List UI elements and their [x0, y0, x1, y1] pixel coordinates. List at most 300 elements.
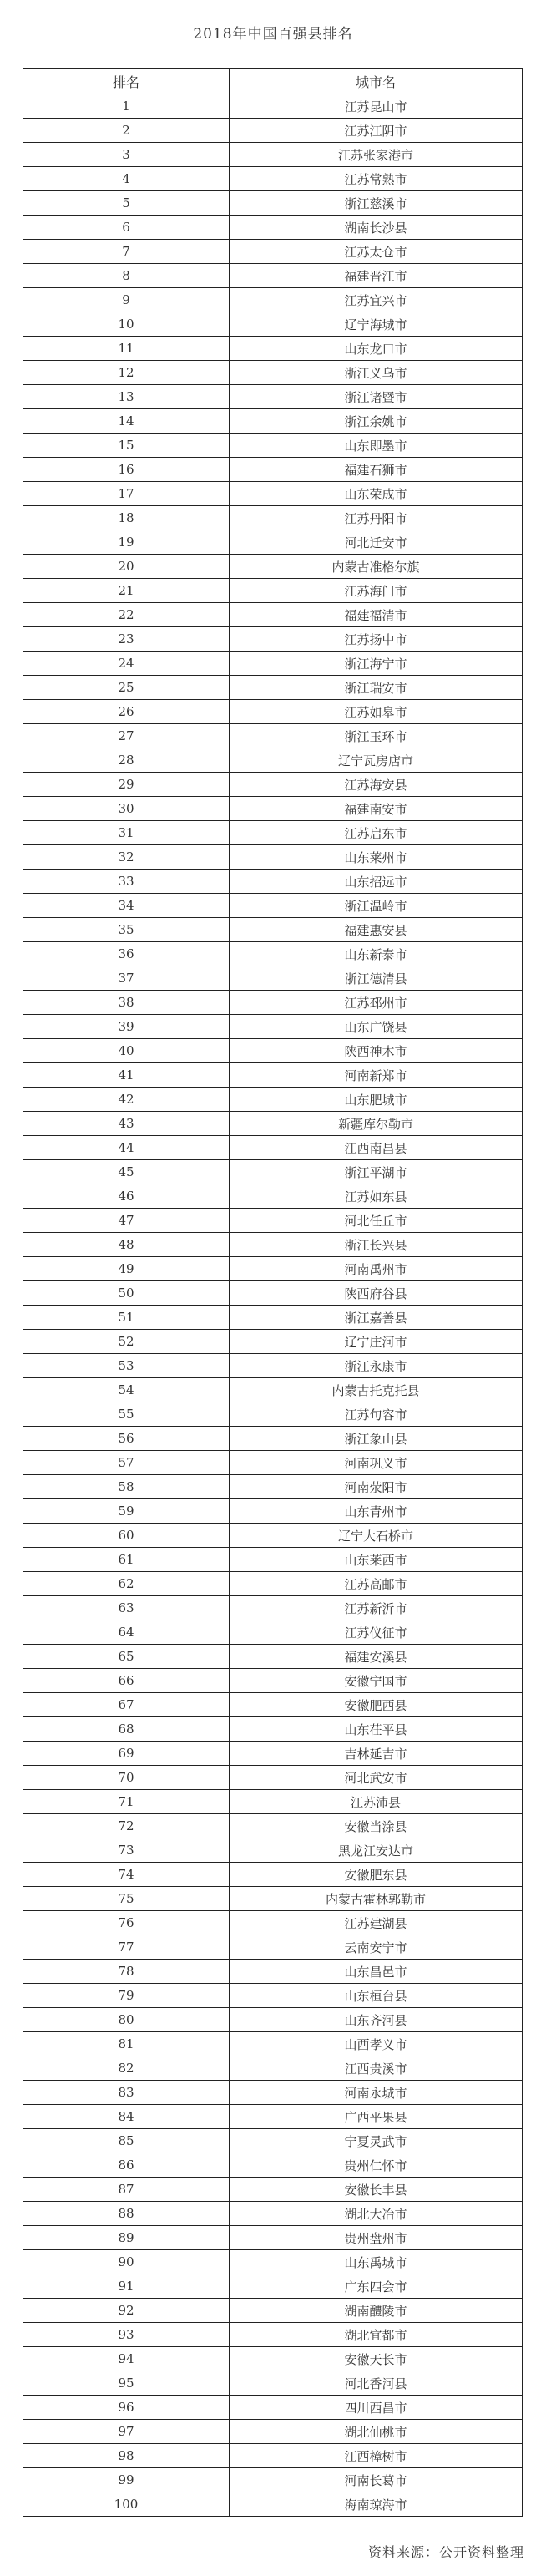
rank-cell: 39 [23, 1015, 230, 1039]
rank-cell: 55 [23, 1402, 230, 1427]
city-cell: 辽宁庄河市 [230, 1330, 523, 1354]
table-row [23, 2420, 523, 2444]
city-cell: 江苏新沂市 [230, 1596, 523, 1620]
table-row [23, 530, 523, 555]
rank-cell: 87 [23, 2178, 230, 2202]
rank-cell: 99 [23, 2468, 230, 2492]
rank-cell: 71 [23, 1790, 230, 1814]
rank-cell: 46 [23, 1184, 230, 1209]
city-cell: 福建南安市 [230, 797, 523, 821]
table-row [23, 821, 523, 845]
rank-cell: 78 [23, 1960, 230, 1984]
table-header-row [23, 69, 523, 94]
table-row [23, 2371, 523, 2396]
city-cell: 河北迁安市 [230, 530, 523, 555]
city-cell: 宁夏灵武市 [230, 2129, 523, 2153]
rank-cell: 28 [23, 748, 230, 773]
rank-cell: 69 [23, 1742, 230, 1766]
rank-cell: 83 [23, 2081, 230, 2105]
rank-cell: 54 [23, 1378, 230, 1402]
table-row [23, 555, 523, 579]
table-row [23, 797, 523, 821]
rank-cell: 26 [23, 700, 230, 724]
city-cell: 内蒙古托克托县 [230, 1378, 523, 1402]
rank-cell: 50 [23, 1281, 230, 1306]
city-cell: 河北香河县 [230, 2371, 523, 2396]
rank-cell: 84 [23, 2105, 230, 2129]
table-row [23, 385, 523, 409]
table-row [23, 119, 523, 143]
city-cell: 辽宁瓦房店市 [230, 748, 523, 773]
table-row [23, 1669, 523, 1693]
table-row [23, 458, 523, 482]
table-row [23, 1330, 523, 1354]
rank-cell: 75 [23, 1887, 230, 1911]
rank-cell: 59 [23, 1499, 230, 1524]
city-cell: 江苏高邮市 [230, 1572, 523, 1596]
rank-cell: 60 [23, 1524, 230, 1548]
table-row [23, 918, 523, 942]
city-cell: 湖南醴陵市 [230, 2299, 523, 2323]
rank-cell: 98 [23, 2444, 230, 2468]
city-cell: 安徽天长市 [230, 2347, 523, 2371]
city-cell: 山东青州市 [230, 1499, 523, 1524]
rank-cell: 18 [23, 506, 230, 530]
table-row [23, 409, 523, 434]
rank-cell: 72 [23, 1814, 230, 1838]
city-cell: 山东昌邑市 [230, 1960, 523, 1984]
rank-cell: 74 [23, 1863, 230, 1887]
city-cell: 江苏宜兴市 [230, 288, 523, 312]
rank-cell: 48 [23, 1233, 230, 1257]
rank-cell: 11 [23, 337, 230, 361]
table-row [23, 2178, 523, 2202]
city-cell: 山东招远市 [230, 870, 523, 894]
rank-cell: 38 [23, 991, 230, 1015]
table-row [23, 337, 523, 361]
table-row [23, 1378, 523, 1402]
city-cell: 河南禹州市 [230, 1257, 523, 1281]
rank-cell: 5 [23, 191, 230, 216]
table-row [23, 1402, 523, 1427]
rank-cell: 42 [23, 1088, 230, 1112]
table-row [23, 1645, 523, 1669]
rank-cell: 22 [23, 603, 230, 627]
rank-cell: 100 [23, 2492, 230, 2517]
city-cell: 江苏如东县 [230, 1184, 523, 1209]
city-cell: 四川西昌市 [230, 2396, 523, 2420]
rank-cell: 19 [23, 530, 230, 555]
rank-cell: 52 [23, 1330, 230, 1354]
rank-cell: 21 [23, 579, 230, 603]
table-row [23, 1063, 523, 1088]
table-row [23, 1015, 523, 1039]
table-row [23, 1475, 523, 1499]
city-cell: 浙江象山县 [230, 1427, 523, 1451]
rank-cell: 14 [23, 409, 230, 434]
city-cell: 江苏太仓市 [230, 240, 523, 264]
rank-cell: 53 [23, 1354, 230, 1378]
table-row [23, 2032, 523, 2056]
city-cell: 山东广饶县 [230, 1015, 523, 1039]
table-row [23, 2396, 523, 2420]
city-cell: 江苏如皋市 [230, 700, 523, 724]
city-cell: 辽宁大石桥市 [230, 1524, 523, 1548]
table-row [23, 1717, 523, 1742]
city-cell: 吉林延吉市 [230, 1742, 523, 1766]
rank-cell: 67 [23, 1693, 230, 1717]
city-cell: 河北任丘市 [230, 1209, 523, 1233]
rank-cell: 15 [23, 434, 230, 458]
table-row [23, 748, 523, 773]
city-cell: 江苏建湖县 [230, 1911, 523, 1935]
table-row [23, 2008, 523, 2032]
column-header-city: 城市名 [230, 69, 523, 94]
city-cell: 江西贵溪市 [230, 2056, 523, 2081]
table-row [23, 773, 523, 797]
table-row [23, 312, 523, 337]
table-row [23, 991, 523, 1015]
city-cell: 江苏仪征市 [230, 1620, 523, 1645]
table-row [23, 264, 523, 288]
city-cell: 江苏扬中市 [230, 627, 523, 652]
rank-cell: 93 [23, 2323, 230, 2347]
table-row [23, 1306, 523, 1330]
table-row [23, 1136, 523, 1160]
table-row [23, 434, 523, 458]
city-cell: 浙江义乌市 [230, 361, 523, 385]
rank-cell: 96 [23, 2396, 230, 2420]
city-cell: 安徽当涂县 [230, 1814, 523, 1838]
table-row [23, 1039, 523, 1063]
city-cell: 山东茌平县 [230, 1717, 523, 1742]
table-row [23, 1911, 523, 1935]
table-row [23, 700, 523, 724]
city-cell: 陕西神木市 [230, 1039, 523, 1063]
city-cell: 陕西府谷县 [230, 1281, 523, 1306]
table-row [23, 1184, 523, 1209]
city-cell: 山东肥城市 [230, 1088, 523, 1112]
table-row [23, 1354, 523, 1378]
rank-cell: 95 [23, 2371, 230, 2396]
rank-cell: 23 [23, 627, 230, 652]
city-cell: 河南长葛市 [230, 2468, 523, 2492]
city-cell: 浙江玉环市 [230, 724, 523, 748]
city-cell: 江苏海门市 [230, 579, 523, 603]
city-cell: 河南新郑市 [230, 1063, 523, 1088]
city-cell: 贵州仁怀市 [230, 2153, 523, 2178]
table-row [23, 240, 523, 264]
city-cell: 安徽肥西县 [230, 1693, 523, 1717]
table-row [23, 2274, 523, 2299]
table-row [23, 94, 523, 119]
rank-cell: 68 [23, 1717, 230, 1742]
table-row [23, 1838, 523, 1863]
city-cell: 云南安宁市 [230, 1935, 523, 1960]
table-row [23, 1209, 523, 1233]
rank-cell: 64 [23, 1620, 230, 1645]
city-cell: 江苏海安县 [230, 773, 523, 797]
city-cell: 黑龙江安达市 [230, 1838, 523, 1863]
city-cell: 安徽肥东县 [230, 1863, 523, 1887]
table-row [23, 2347, 523, 2371]
city-cell: 浙江长兴县 [230, 1233, 523, 1257]
rank-cell: 27 [23, 724, 230, 748]
city-cell: 浙江诸暨市 [230, 385, 523, 409]
city-cell: 山东莱西市 [230, 1548, 523, 1572]
city-cell: 江苏常熟市 [230, 167, 523, 191]
city-cell: 湖北宜都市 [230, 2323, 523, 2347]
table-row [23, 676, 523, 700]
table-row [23, 2444, 523, 2468]
table-row [23, 2056, 523, 2081]
rank-cell: 1 [23, 94, 230, 119]
rank-cell: 2 [23, 119, 230, 143]
table-row [23, 845, 523, 870]
rank-cell: 20 [23, 555, 230, 579]
rank-cell: 36 [23, 942, 230, 966]
table-row [23, 652, 523, 676]
city-cell: 河北武安市 [230, 1766, 523, 1790]
source-note: 资料来源：公开资料整理 [367, 2544, 524, 2560]
table-row [23, 1548, 523, 1572]
city-cell: 山西孝义市 [230, 2032, 523, 2056]
table-row [23, 143, 523, 167]
city-cell: 浙江温岭市 [230, 894, 523, 918]
table-row [23, 724, 523, 748]
city-cell: 江西南昌县 [230, 1136, 523, 1160]
table-row [23, 216, 523, 240]
rank-cell: 43 [23, 1112, 230, 1136]
table-row [23, 2153, 523, 2178]
rank-cell: 61 [23, 1548, 230, 1572]
city-cell: 安徽宁国市 [230, 1669, 523, 1693]
rank-cell: 97 [23, 2420, 230, 2444]
city-cell: 福建安溪县 [230, 1645, 523, 1669]
table-row [23, 2202, 523, 2226]
table-row [23, 2081, 523, 2105]
city-cell: 浙江嘉善县 [230, 1306, 523, 1330]
table-row [23, 506, 523, 530]
rank-cell: 49 [23, 1257, 230, 1281]
city-cell: 湖北大冶市 [230, 2202, 523, 2226]
rank-cell: 10 [23, 312, 230, 337]
table-row [23, 894, 523, 918]
table-row [23, 482, 523, 506]
rank-cell: 24 [23, 652, 230, 676]
table-row [23, 2250, 523, 2274]
city-cell: 湖南长沙县 [230, 216, 523, 240]
city-cell: 福建石狮市 [230, 458, 523, 482]
city-cell: 福建晋江市 [230, 264, 523, 288]
rank-cell: 47 [23, 1209, 230, 1233]
rank-cell: 4 [23, 167, 230, 191]
table-row [23, 1790, 523, 1814]
rank-cell: 35 [23, 918, 230, 942]
table-row [23, 1742, 523, 1766]
table-row [23, 870, 523, 894]
city-cell: 浙江瑞安市 [230, 676, 523, 700]
table-row [23, 1984, 523, 2008]
table-row [23, 603, 523, 627]
city-cell: 内蒙古霍林郭勒市 [230, 1887, 523, 1911]
table-row [23, 1693, 523, 1717]
table-row [23, 1112, 523, 1136]
table-row [23, 1257, 523, 1281]
rank-cell: 30 [23, 797, 230, 821]
table-row [23, 1960, 523, 1984]
rank-cell: 57 [23, 1451, 230, 1475]
rank-cell: 3 [23, 143, 230, 167]
table-row [23, 1233, 523, 1257]
table-row [23, 2226, 523, 2250]
rank-cell: 40 [23, 1039, 230, 1063]
city-cell: 福建福清市 [230, 603, 523, 627]
city-cell: 江苏张家港市 [230, 143, 523, 167]
table-row [23, 1572, 523, 1596]
ranking-table [23, 68, 523, 2517]
city-cell: 浙江海宁市 [230, 652, 523, 676]
rank-cell: 32 [23, 845, 230, 870]
rank-cell: 17 [23, 482, 230, 506]
city-cell: 浙江永康市 [230, 1354, 523, 1378]
rank-cell: 65 [23, 1645, 230, 1669]
rank-cell: 88 [23, 2202, 230, 2226]
city-cell: 江苏沛县 [230, 1790, 523, 1814]
city-cell: 河南巩义市 [230, 1451, 523, 1475]
rank-cell: 63 [23, 1596, 230, 1620]
city-cell: 辽宁海城市 [230, 312, 523, 337]
rank-cell: 90 [23, 2250, 230, 2274]
rank-cell: 33 [23, 870, 230, 894]
table-row [23, 2129, 523, 2153]
table-row [23, 1451, 523, 1475]
city-cell: 新疆库尔勒市 [230, 1112, 523, 1136]
rank-cell: 12 [23, 361, 230, 385]
city-cell: 湖北仙桃市 [230, 2420, 523, 2444]
rank-cell: 51 [23, 1306, 230, 1330]
rank-cell: 56 [23, 1427, 230, 1451]
rank-cell: 37 [23, 966, 230, 991]
table-row [23, 1281, 523, 1306]
city-cell: 山东齐河县 [230, 2008, 523, 2032]
rank-cell: 81 [23, 2032, 230, 2056]
table-row [23, 1088, 523, 1112]
city-cell: 山东新泰市 [230, 942, 523, 966]
city-cell: 江苏江阴市 [230, 119, 523, 143]
rank-cell: 89 [23, 2226, 230, 2250]
city-cell: 江苏丹阳市 [230, 506, 523, 530]
city-cell: 山东龙口市 [230, 337, 523, 361]
rank-cell: 80 [23, 2008, 230, 2032]
rank-cell: 62 [23, 1572, 230, 1596]
table-row [23, 966, 523, 991]
rank-cell: 6 [23, 216, 230, 240]
rank-cell: 91 [23, 2274, 230, 2299]
table-row [23, 2105, 523, 2129]
table-row [23, 2468, 523, 2492]
table-row [23, 361, 523, 385]
rank-cell: 85 [23, 2129, 230, 2153]
table-row [23, 1427, 523, 1451]
rank-cell: 25 [23, 676, 230, 700]
rank-cell: 41 [23, 1063, 230, 1088]
city-cell: 海南琼海市 [230, 2492, 523, 2517]
rank-cell: 7 [23, 240, 230, 264]
rank-cell: 29 [23, 773, 230, 797]
table-row [23, 1814, 523, 1838]
city-cell: 山东桓台县 [230, 1984, 523, 2008]
city-cell: 贵州盘州市 [230, 2226, 523, 2250]
rank-cell: 58 [23, 1475, 230, 1499]
table-row [23, 167, 523, 191]
city-cell: 江苏昆山市 [230, 94, 523, 119]
city-cell: 安徽长丰县 [230, 2178, 523, 2202]
ranking-table-body [23, 94, 523, 2517]
city-cell: 山东莱州市 [230, 845, 523, 870]
rank-cell: 70 [23, 1766, 230, 1790]
city-cell: 山东荣成市 [230, 482, 523, 506]
table-row [23, 2323, 523, 2347]
rank-cell: 73 [23, 1838, 230, 1863]
city-cell: 浙江德清县 [230, 966, 523, 991]
rank-cell: 76 [23, 1911, 230, 1935]
table-row [23, 1596, 523, 1620]
rank-cell: 66 [23, 1669, 230, 1693]
rank-cell: 94 [23, 2347, 230, 2371]
city-cell: 山东禹城市 [230, 2250, 523, 2274]
rank-cell: 77 [23, 1935, 230, 1960]
rank-cell: 44 [23, 1136, 230, 1160]
rank-cell: 16 [23, 458, 230, 482]
table-row [23, 191, 523, 216]
table-row [23, 1935, 523, 1960]
rank-cell: 9 [23, 288, 230, 312]
city-cell: 福建惠安县 [230, 918, 523, 942]
table-row [23, 1160, 523, 1184]
city-cell: 内蒙古准格尔旗 [230, 555, 523, 579]
table-row [23, 579, 523, 603]
city-cell: 河南永城市 [230, 2081, 523, 2105]
table-row [23, 1499, 523, 1524]
city-cell: 浙江慈溪市 [230, 191, 523, 216]
table-row [23, 2299, 523, 2323]
rank-cell: 79 [23, 1984, 230, 2008]
city-cell: 江西樟树市 [230, 2444, 523, 2468]
rank-cell: 8 [23, 264, 230, 288]
city-cell: 江苏邳州市 [230, 991, 523, 1015]
rank-cell: 34 [23, 894, 230, 918]
table-row [23, 288, 523, 312]
table-row [23, 1766, 523, 1790]
page-title: 2018年中国百强县排名 [193, 26, 353, 43]
table-row [23, 1887, 523, 1911]
column-header-rank: 排名 [23, 69, 230, 94]
rank-cell: 31 [23, 821, 230, 845]
city-cell: 河南荥阳市 [230, 1475, 523, 1499]
city-cell: 江苏启东市 [230, 821, 523, 845]
city-cell: 广东四会市 [230, 2274, 523, 2299]
rank-cell: 92 [23, 2299, 230, 2323]
city-cell: 浙江平湖市 [230, 1160, 523, 1184]
table-row [23, 1524, 523, 1548]
table-row [23, 1863, 523, 1887]
city-cell: 广西平果县 [230, 2105, 523, 2129]
rank-cell: 86 [23, 2153, 230, 2178]
city-cell: 浙江余姚市 [230, 409, 523, 434]
table-row [23, 627, 523, 652]
table-row [23, 2492, 523, 2517]
